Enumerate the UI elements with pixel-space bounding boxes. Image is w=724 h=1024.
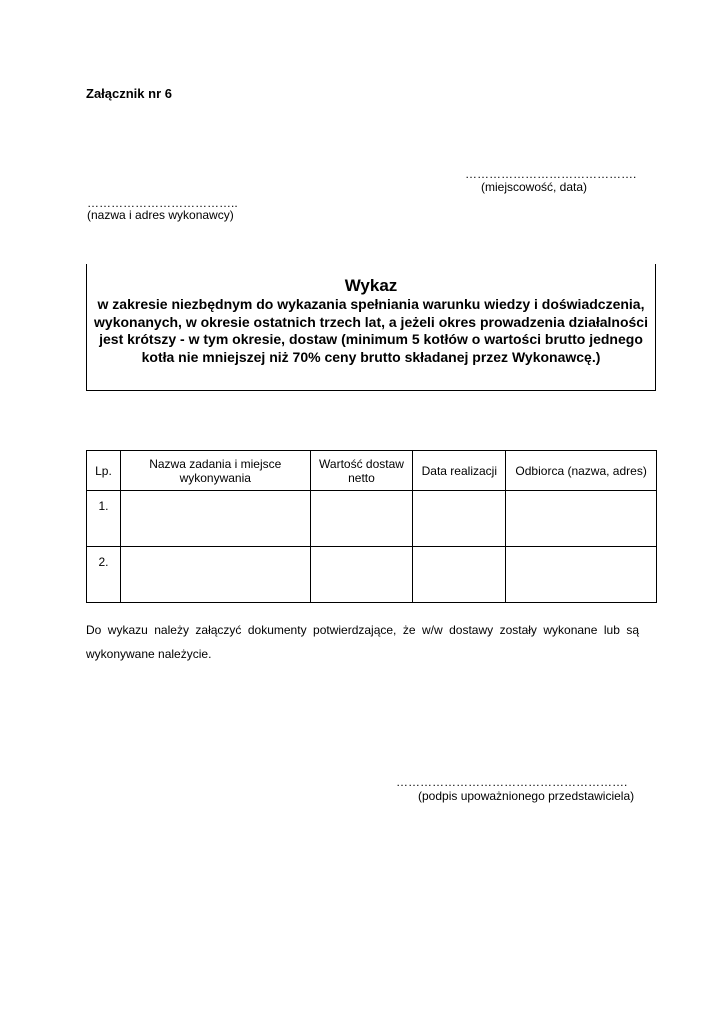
table-row [87,547,657,603]
row-number: 2. [87,547,121,603]
table-cell [413,491,506,547]
contractor-label: (nazwa i adres wykonawcy) [87,208,234,222]
table-cell [506,491,657,547]
col-header-net-value: Wartość dostaw netto [310,451,413,491]
col-header-lp: Lp. [87,451,121,491]
table-cell [310,491,413,547]
heading-box [86,264,656,391]
row-number: 1. [87,491,121,547]
table-cell [120,491,310,547]
col-header-date: Data realizacji [413,451,506,491]
table-row [87,491,657,547]
attachment-label: Załącznik nr 6 [86,86,172,101]
col-header-task-name: Nazwa zadania i miejsce wykonywania [120,451,310,491]
heading-title: Wykaz [344,276,398,295]
table-cell [120,547,310,603]
heading-body: w zakresie niezbędnym do wykazania spełniania warunku wiedzy i doświadczenia, wykonanych, w okresie ostatnich trzech lat, a jeżeli okres prowadzenia działalności jest krótszy - w tym okresie, dostaw (minimum 5 kotłów o wartości brutto jednego kotła nie mniejszej niż 70% ceny brutto składanej przez Wykonawcę.) [94,296,648,365]
deliveries-table [86,450,657,603]
place-date-dots: ……………………………………. [465,167,637,181]
table-cell [310,547,413,603]
signature-label: (podpis upoważnionego przedstawiciela) [418,789,635,803]
contractor-dots: ……………………………….. [87,196,238,210]
place-date-label: (miejscowość, data) [481,180,588,194]
attachment-note: Do wykazu należy załączyć dokumenty potwierdzające, że w/w dostawy zostały wykonane lub są wykonywane należycie. [86,623,639,661]
table-cell [413,547,506,603]
col-header-recipient: Odbiorca (nazwa, adres) [506,451,657,491]
signature-dots: …………………………………………………. [396,775,628,789]
table-cell [506,547,657,603]
table-header-row [87,451,657,491]
